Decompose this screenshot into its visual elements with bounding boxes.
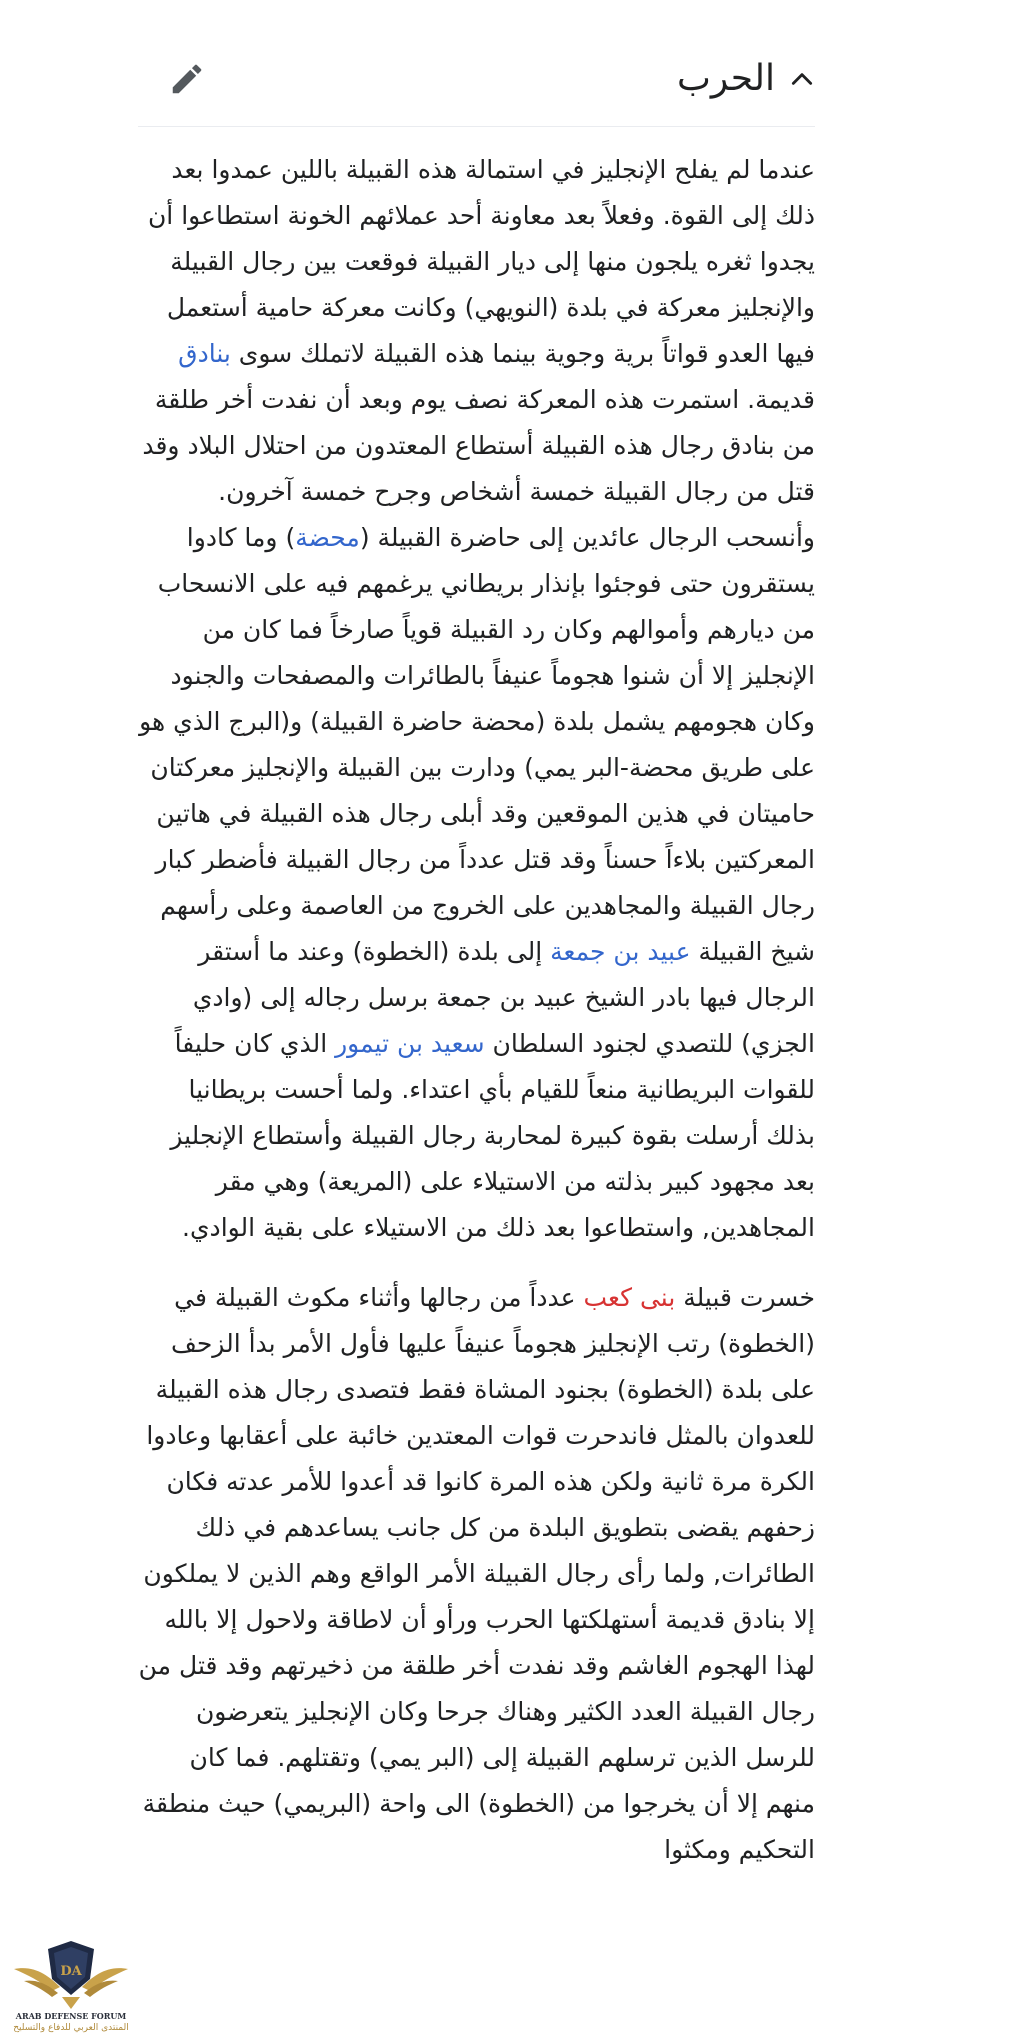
- paragraph-1-text-1: عندما لم يفلح الإنجليز في استمالة هذه القبيلة باللين عمدوا بعد ذلك إلى القوة. وفعلاً بعد معاونة أحد عملائهم الخونة استطاعوا أن يجدوا ثغره يلجون منها إلى ديار القبيلة فوقعت بين رجال القبيلة والإنجليز معركة في بلدة (النويهي) وكانت معركة حامية أستعمل فيها العدو قواتاً برية وجوية بينما هذه القبيلة لاتملك سوى: [147, 155, 815, 368]
- paragraph-1: [138, 147, 815, 1251]
- svg-text:DA: DA: [60, 1964, 82, 1979]
- watermark-logo: [4, 1935, 138, 2041]
- pencil-icon: [168, 60, 206, 98]
- link-obaid-bin-juma[interactable]: عبيد بن جمعة: [550, 937, 691, 966]
- link-said-bin-taimur[interactable]: سعيد بن تيمور: [335, 1029, 485, 1058]
- chevron-up-icon[interactable]: [789, 66, 815, 92]
- section-war: [138, 40, 815, 1873]
- paragraph-2-text-1: خسرت قبيلة: [675, 1283, 815, 1312]
- section-title: الحرب: [677, 58, 775, 99]
- eagle-shield-icon: [4, 1935, 138, 2015]
- section-title-group[interactable]: [677, 54, 815, 104]
- paragraph-2: [138, 1275, 815, 1873]
- redlink-bani-kaab[interactable]: بنى كعب: [583, 1283, 676, 1312]
- edit-section-button[interactable]: [166, 58, 208, 100]
- paragraph-1-text-5: الذي كان حليفاً للقوات البريطانية منعاً للقيام بأي اعتداء. ولما أحست بريطانيا بذلك أرسلت بقوة كبيرة لمحاربة رجال القبيلة وأستطاع الإنجليز بعد مجهود كبير بذلته من الاستيلاء على (المريعة) وهي مقر المجاهدين, واستطاعوا بعد ذلك من الاستيلاء على بقية الوادي.: [170, 1029, 815, 1242]
- watermark-title: ARAB DEFENSE FORUM: [15, 2011, 127, 2021]
- paragraph-1-text-3: ) وما كادوا يستقرون حتى فوجئوا بإنذار بريطاني يرغمهم فيه على الانسحاب من ديارهم وأموالهم وكان رد القبيلة قوياً صارخاً فما كان من الإنجليز إلا أن شنوا هجوماً عنيفاً بالطائرات والمصفحات والجنود وكان هجومهم يشمل بلدة (محضة حاضرة القبيلة) و(البرج الذي هو على طريق محضة-البر يمي) ودارت بين القبيلة والإنجليز معركتان حاميتان في هذين الموقعين وقد أبلى رجال هذه القبيلة في هاتين المعركتين بلاءاً حسناً وقد قتل عدداً من رجال القبيلة فأضطر كبار رجال القبيلة والمجاهدين على الخروج من العاصمة وعلى رأسهم شيخ القبيلة: [139, 523, 815, 966]
- bottom-blank-area: [0, 1960, 1017, 2043]
- link-mahda[interactable]: محضة: [295, 523, 360, 552]
- link-rifles[interactable]: بنادق: [178, 339, 231, 368]
- paragraph-1-text-2: قديمة. استمرت هذه المعركة نصف يوم وبعد أن نفدت أخر طلقة من بنادق رجال هذه القبيلة أستطاع المعتدون من احتلال البلاد وقد قتل من رجال القبيلة خمسة أشخاص وجرح خمسة آخرون. وأنسحب الرجال عائدين إلى حاضرة القبيلة (: [142, 385, 815, 552]
- paragraph-2-text-2: عدداً من رجالها وأثناء مكوث القبيلة في (الخطوة) رتب الإنجليز هجوماً عنيفاً عليها فأول الأمر بدأ الزحف على بلدة (الخطوة) بجنود المشاة فقط فتصدى رجال هذه القبيلة للعدوان بالمثل فاندحرت قوات المعتدين خائبة على أعقابها وعادوا الكرة مرة ثانية ولكن هذه المرة كانوا قد أعدوا للأمر عدته فكان زحفهم يقضى بتطويق البلدة من كل جانب يساعدهم في ذلك الطائرات, ولما رأى رجال القبيلة الأمر الواقع وهم الذين لا يملكون إلا بنادق قديمة أستهلكتها الحرب ورأو أن لاطاقة ولاحول إلا بالله لهذا الهجوم الغاشم وقد نفدت أخر طلقة من ذخيرتهم وقد قتل من رجال القبيلة العدد الكثير وهناك جرحا وكان الإنجليز يتعرضون للرسل الذين ترسلهم القبيلة إلى (البر يمي) وتقتلهم. فما كان منهم إلا أن يخرجوا من (الخطوة) الى واحة (البريمي) حيث منطقة التحكيم ومكثوا: [138, 1283, 815, 1864]
- paragraph-1-text-4: إلى بلدة (الخطوة) وعند ما أستقر الرجال فيها بادر الشيخ عبيد بن جمعة برسل رجاله إلى (وادي الجزي) للتصدي لجنود السلطان: [192, 937, 815, 1058]
- section-header[interactable]: [138, 40, 815, 127]
- section-body: [138, 127, 815, 1873]
- watermark-subtitle: المنتدى العربي للدفاع والتسليح: [13, 2023, 129, 2033]
